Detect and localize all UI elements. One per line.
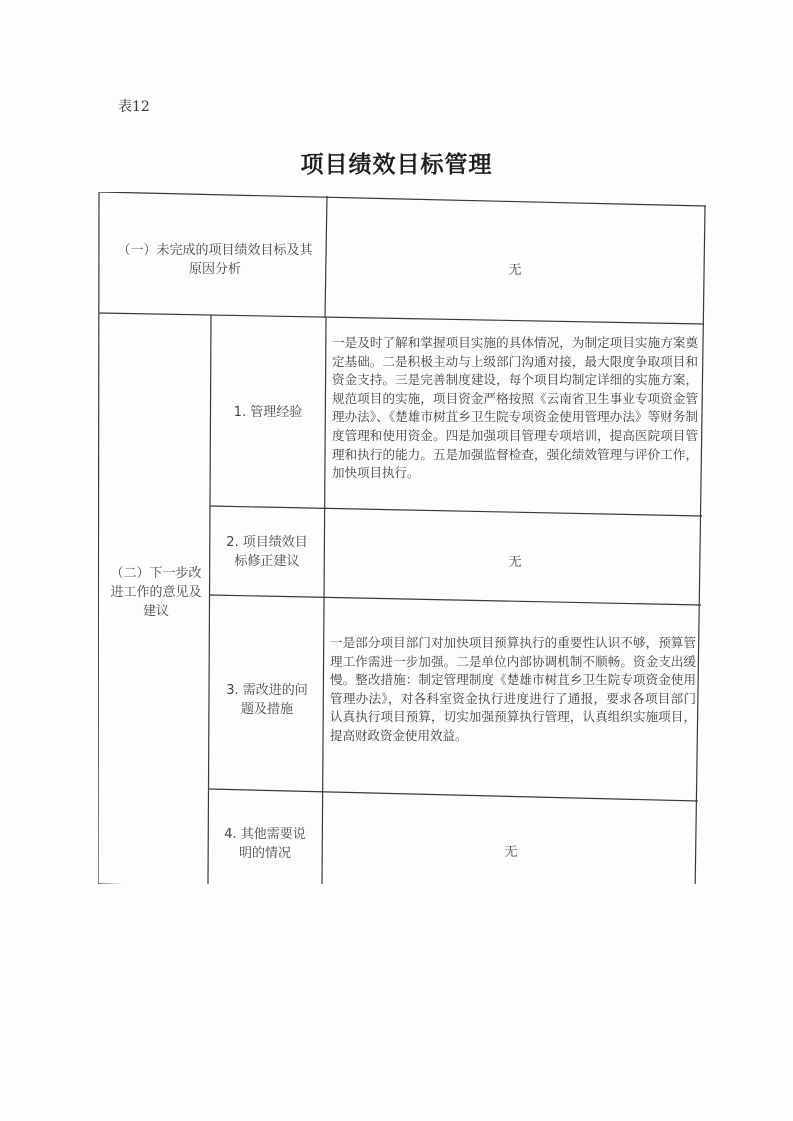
performance-table (98, 192, 706, 884)
row2-group-label: （二）下一步改进工作的意见及建议 (110, 565, 202, 619)
row1-label: （一）未完成的项目绩效目标及其原因分析 (117, 243, 313, 277)
item4-value: 无 (504, 844, 518, 860)
item1-value: 一是及时了解和掌握项目实施的具体情况，为制定项目实施方案奠定基础。二是积极主动与上级部门沟通对接，最大限度争取项目和资金支持。三是完善制度建设，每个项目均制定详细的实施方案，规范项目的实施，项目资金严格按照《云南省卫生事业专项资金管理办法》、《楚雄市树苴乡卫生院专项资金使用管理办法》等财务制度管理和使用资金。四是加强项目管理专项培训，提高医院项目管理和执行的能力。五是加强监督检查，强化绩效管理与评价工作，加快项目执行。 (332, 335, 698, 481)
row1-value: 无 (508, 262, 522, 278)
item3-label: 3. 需改进的问题及措施 (226, 683, 308, 717)
table-number: 表12 (118, 99, 150, 115)
item1-label: 1. 管理经验 (233, 404, 303, 420)
item3-value: 一是部分项目部门对加快项目预算执行的重要性认识不够，预算管理工作需进一步加强。二是单位内部协调机制不顺畅。资金支出缓慢。整改措施：制定管理制度《楚雄市树苴乡卫生院专项资金使用管理办法》，对各科室资金执行进度进行了通报，要求各项目部门认真执行项目预算，切实加强预算执行管理，认真组织实施项目，提高财政资金使用效益。 (330, 635, 696, 743)
item2-value: 无 (508, 554, 522, 570)
page-title: 项目绩效目标管理 (300, 152, 493, 178)
item4-label: 4. 其他需要说明的情况 (224, 827, 306, 861)
item2-label: 2. 项目绩效目标修正建议 (226, 535, 308, 569)
